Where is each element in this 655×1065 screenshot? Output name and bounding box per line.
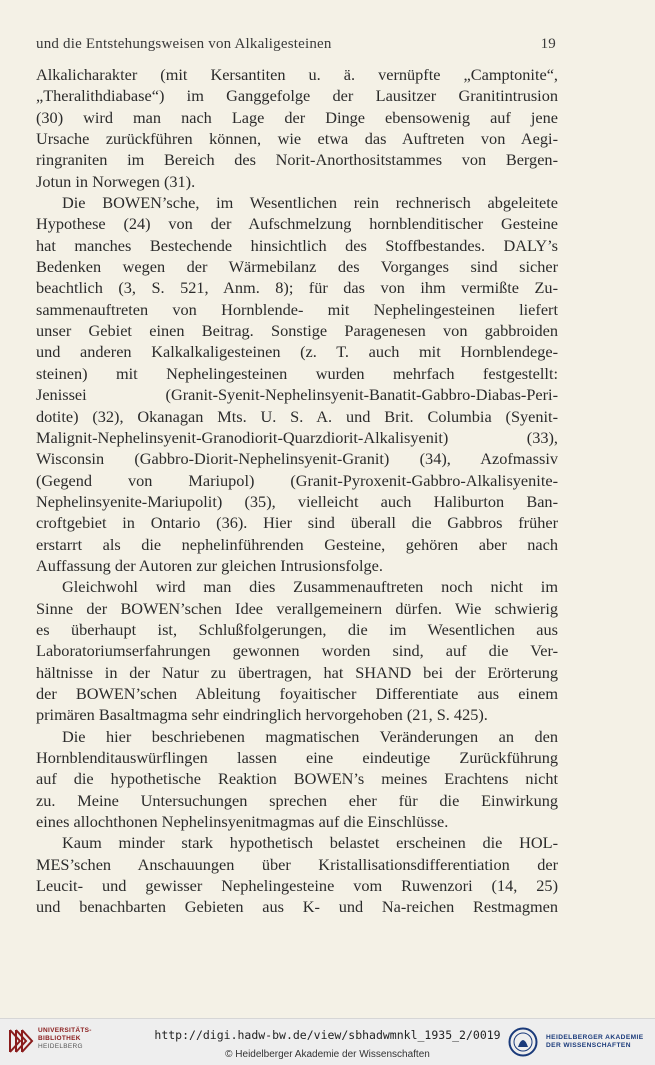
text-line: primären Basaltmagma sehr eindringlich hervorgehoben (21, S. 425). bbox=[36, 705, 488, 725]
text-line: sammenauftreten von Hornblende- mit Nephelingesteinen liefert bbox=[36, 299, 558, 319]
ub-line-2: BIBLIOTHEK bbox=[38, 1035, 81, 1042]
akademie-line-2: DER WISSENSCHAFTEN bbox=[546, 1042, 631, 1049]
text-line: hältnisse in der Natur zu übertragen, hat SHAND bei der Erörterung bbox=[36, 662, 558, 682]
text-line: eines allochthonen Nephelinsyenitmagmas auf die Einschlüsse. bbox=[36, 812, 449, 832]
text-line: croftgebiet in Ontario (36). Hier sind überall die Gabbros früher bbox=[36, 513, 558, 533]
text-line: es überhaupt ist, Schlußfolgerungen, die im Wesentlichen aus bbox=[36, 619, 558, 639]
text-line: Auffassung der Autoren zur gleichen Intrusionsfolge. bbox=[36, 555, 383, 575]
ub-line-1: UNIVERSITÄTS- bbox=[38, 1027, 92, 1034]
text-line: Wisconsin (Gabbro-Diorit-Nephelinsyenit-Granit) (34), Azofmassiv bbox=[36, 449, 558, 469]
running-header bbox=[36, 36, 556, 56]
copyright-notice: © Heidelberger Akademie der Wissenschaften bbox=[225, 1049, 430, 1060]
text-line: Jenissei (Granit-Syenit-Nephelinsyenit-Banatit-Gabbro-Diabas-Peri- bbox=[36, 385, 558, 405]
text-line: (Gegend von Mariupol) (Granit-Pyroxenit-Gabbro-Alkalisyenite- bbox=[36, 470, 558, 490]
text-line: Nephelinsyenite-Mariupolit) (35), vielleicht auch Haliburton Ban- bbox=[36, 491, 558, 511]
text-line: steinen) mit Nephelingesteinen wurden mehrfach festgestellt: bbox=[36, 363, 558, 383]
page-number: 19 bbox=[540, 36, 556, 52]
viewer-footer bbox=[0, 1018, 655, 1065]
ub-line-3: HEIDELBERG bbox=[38, 1043, 83, 1050]
text-line: Bedenken wegen der Wärmebilanz des Vorganges sind sicher bbox=[36, 257, 558, 277]
akademie-name bbox=[546, 1034, 644, 1050]
text-line: auf die hypothetische Reaktion BOWEN’s meines Erachtens nicht bbox=[36, 769, 558, 789]
text-line: Die BOWEN’sche, im Wesentlichen rein rechnerisch abgeleitete bbox=[62, 193, 558, 213]
text-line: dotite) (32), Okanagan Mts. U. S. A. und Brit. Columbia (Syenit- bbox=[36, 406, 558, 426]
text-line: der BOWEN’schen Ableitung foyaitischer Differentiate aus einem bbox=[36, 683, 558, 703]
text-line: und anderen Kalkalkaligesteinen (z. T. auch mit Hornblendege- bbox=[36, 342, 558, 362]
akademie-seal-icon bbox=[508, 1027, 538, 1057]
text-line: unser Gebiet einen Beitrag. Sonstige Paragenesen von gabbroiden bbox=[36, 321, 558, 341]
text-line: hat manches Bestechende hinsichtlich des Stoffbestandes. DALY’s bbox=[36, 235, 558, 255]
text-line: Alkalicharakter (mit Kersantiten u. ä. vernüpfte „Camptonite“, bbox=[36, 65, 558, 84]
text-line: Hornblenditauswürflingen lassen eine eindeutige Zurückführung bbox=[36, 748, 558, 767]
text-line: Kaum minder stark hypothetisch belastet erscheinen die HOL- bbox=[62, 833, 558, 853]
text-line: Sinne der BOWEN’schen Idee verallgemeinern dürfen. Wie schwierig bbox=[36, 598, 558, 618]
text-line: (30) wird man nach Lage der Dinge ebensowenig auf jene bbox=[36, 107, 558, 127]
text-line: beachtlich (3, S. 521, Anm. 8); für das von ihm vermißte Zu- bbox=[36, 278, 558, 298]
text-line: Hypothese (24) von der Aufschmelzung hornblenditischer Gesteine bbox=[36, 214, 558, 234]
text-line: ringraniten im Bereich des Norit-Anorthositstammes von Bergen- bbox=[36, 150, 558, 170]
running-title: und die Entstehungsweisen von Alkaligesteinen bbox=[36, 36, 332, 52]
text-line: „Theralithdiabase“) im Ganggefolge der Lausitzer Granitintrusion bbox=[36, 86, 558, 106]
text-line: und benachbarten Gebieten aus K- und Na-reichen Restmagmen bbox=[36, 897, 558, 917]
text-line: Laboratoriumserfahrungen gewonnen worden sind, auf die Ver- bbox=[36, 641, 558, 661]
text-line: Die hier beschriebenen magmatischen Veränderungen an den bbox=[62, 726, 558, 746]
text-line: MES’schen Anschauungen über Kristallisationsdifferentiation der bbox=[36, 854, 558, 874]
text-line: Leucit- und gewisser Nephelingesteine vom Ruwenzori (14, 25) bbox=[36, 876, 558, 896]
text-line: Ursache zurückführen können, wie etwa das Auftreten von Aegi- bbox=[36, 129, 558, 149]
text-line: Jotun in Norwegen (31). bbox=[36, 171, 196, 191]
akademie-line-1: HEIDELBERGER AKADEMIE bbox=[546, 1034, 644, 1041]
text-line: Malignit-Nephelinsyenit-Granodiorit-Quarzdiorit-Alkalisyenit) (33), bbox=[36, 427, 558, 447]
text-line: erstarrt als die nephelinführenden Gesteine, gehören aber nach bbox=[36, 534, 558, 554]
text-line: Gleichwohl wird man dies Zusammenauftreten noch nicht im bbox=[62, 577, 558, 597]
body-text bbox=[36, 64, 558, 918]
text-line: zu. Meine Untersuchungen sprechen eher für die Einwirkung bbox=[36, 790, 558, 810]
permalink-url[interactable]: http://digi.hadw-bw.de/view/sbhadwmnkl_1935_2/0019 bbox=[154, 1028, 501, 1042]
